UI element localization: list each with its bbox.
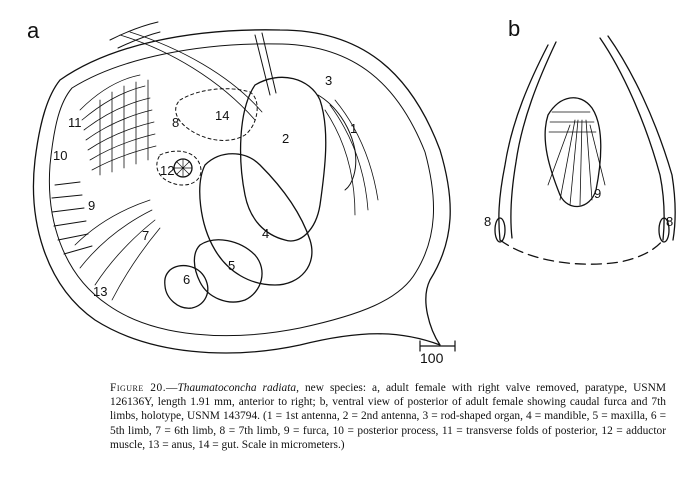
figure-caption (110, 381, 666, 452)
panel-b-drawing (484, 36, 675, 264)
panel-a-label: a (27, 18, 40, 43)
caption-figure-label: Figure 20. (110, 382, 167, 394)
caption-dash: — (166, 382, 178, 394)
label-12: 12 (160, 163, 175, 178)
label-11: 11 (68, 115, 82, 130)
panel-b-label: b (508, 16, 521, 41)
caption-text: new species: a, adult female with right valve removed, paratype, USNM 126136Y, length 1.91 mm, anterior to right; b, ventral view of posterior of adult female showing caudal furca and 7th limbs, holotype, USNM 143794. (1 = 1st antenna, 2 = 2nd antenna, 3 = rod-shaped organ, 4 = mandible, 5 = maxilla, 6 = 5th limb, 7 = 6th limb, 8 = 7th limb, 9 = furca, 10 = posterior process, 11 = transverse folds of posterior, 12 = adductor muscle, 13 = anus, 14 = gut. Scale in micrometers.) (110, 382, 666, 451)
label-4: 4 (262, 226, 270, 241)
panel-a-shell (33, 22, 450, 353)
label-3: 3 (325, 73, 333, 88)
label-1: 1 (350, 121, 358, 136)
label-14: 14 (215, 108, 230, 123)
panel-a-part-labels (53, 73, 357, 299)
panel-a-rod-organ (255, 33, 276, 95)
panel-a-posterior-processes (52, 182, 92, 254)
label-2: 2 (282, 131, 290, 146)
label-6: 6 (183, 272, 191, 287)
label-8-a: 8 (172, 115, 180, 130)
caption-species: Thaumatoconcha radiata, (177, 382, 299, 394)
label-b-8-right: 8 (666, 214, 674, 229)
label-7: 7 (142, 228, 150, 243)
label-13: 13 (93, 284, 108, 299)
label-10: 10 (53, 148, 68, 163)
panel-a-mandible (200, 154, 312, 285)
label-5: 5 (228, 258, 236, 273)
scale-bar-label: 100 (420, 350, 444, 366)
panel-a-posterior-folds (80, 75, 156, 175)
label-b-8-left: 8 (484, 214, 492, 229)
label-b-9: 9 (594, 186, 602, 201)
label-9: 9 (88, 198, 96, 213)
panel-a-setae (75, 32, 378, 300)
